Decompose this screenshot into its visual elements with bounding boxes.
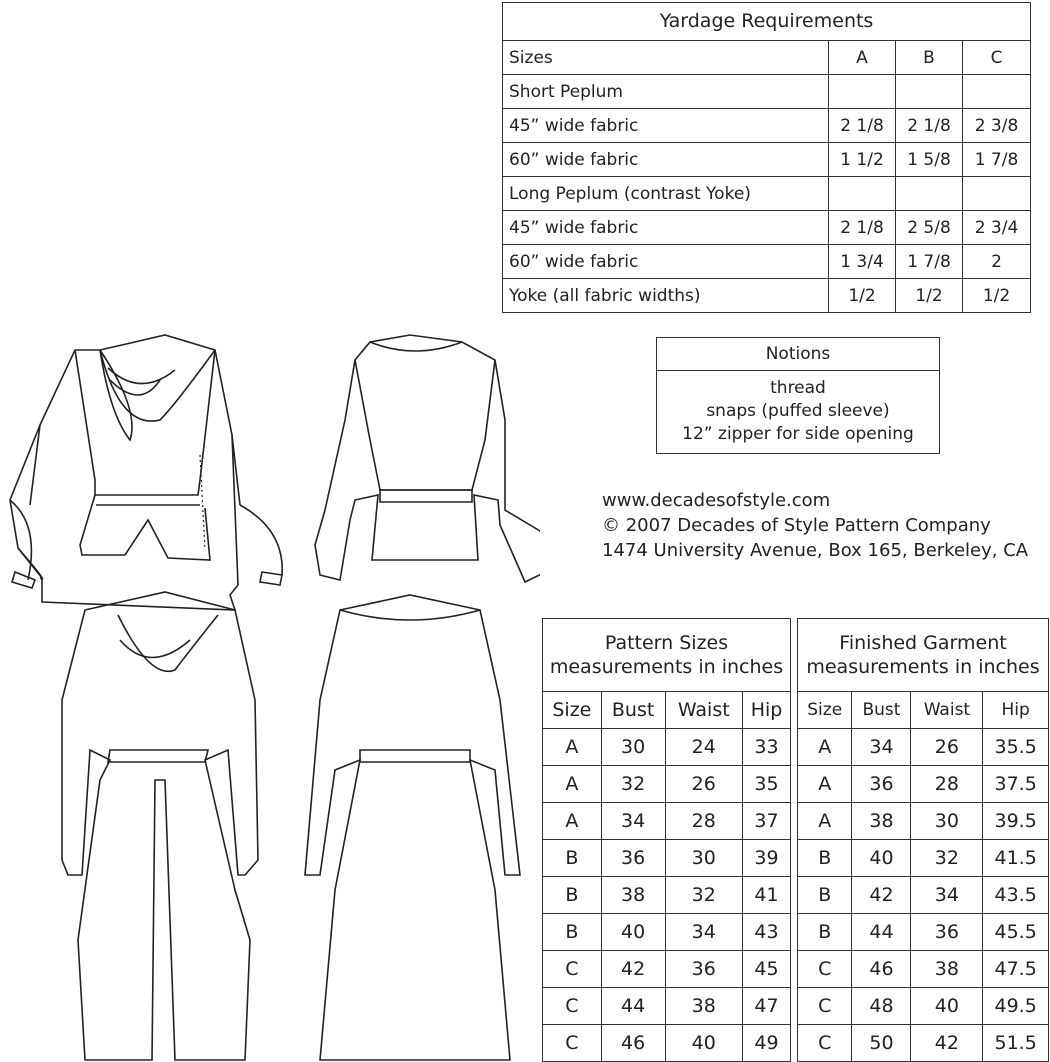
finished-garment-table	[797, 618, 1049, 1062]
finished-garment-cell: A	[798, 766, 852, 803]
publisher-address: 1474 University Avenue, Box 165, Berkeley, CA	[602, 540, 1029, 561]
pattern-sizes-cell: 34	[665, 914, 743, 951]
finished-garment-row	[798, 840, 1049, 877]
pattern-sizes-cell: C	[543, 1025, 602, 1062]
yardage-row	[503, 279, 1031, 313]
pattern-sizes-cell: A	[543, 766, 602, 803]
finished-garment-column-header: Size	[798, 692, 852, 729]
yardage-size-b: 2 1/8	[896, 109, 963, 143]
yardage-label: 60” wide fabric	[503, 245, 829, 279]
yardage-size-b: B	[896, 41, 963, 75]
yardage-size-c	[963, 177, 1031, 211]
finished-garment-cell: B	[798, 877, 852, 914]
pattern-sizes-cell: 38	[665, 988, 743, 1025]
notions-item: thread	[770, 378, 826, 398]
publisher-info	[602, 488, 1028, 563]
finished-garment-body	[798, 619, 1049, 1062]
yardage-size-b	[896, 177, 963, 211]
yardage-row	[503, 211, 1031, 245]
finished-garment-title-line2: measurements in inches	[806, 656, 1040, 678]
pattern-sizes-cell: B	[543, 877, 602, 914]
yardage-label: 60” wide fabric	[503, 143, 829, 177]
pattern-sizes-cell: 33	[743, 729, 791, 766]
garment-illustrations	[0, 330, 540, 1061]
pattern-sizes-cell: 37	[743, 803, 791, 840]
yardage-label: Short Peplum	[503, 75, 829, 109]
yardage-size-a	[829, 177, 896, 211]
yardage-size-c: C	[963, 41, 1031, 75]
pattern-sizes-cell: 40	[665, 1025, 743, 1062]
yardage-label: Long Peplum (contrast Yoke)	[503, 177, 829, 211]
finished-garment-column-header: Bust	[852, 692, 911, 729]
pattern-sizes-title-line2: measurements in inches	[549, 656, 784, 678]
yardage-row	[503, 41, 1031, 75]
yardage-row	[503, 245, 1031, 279]
pattern-sizes-cell: C	[543, 988, 602, 1025]
pattern-sizes-cell: 32	[601, 766, 665, 803]
finished-garment-cell: C	[798, 951, 852, 988]
pattern-sizes-cell: 36	[601, 840, 665, 877]
pattern-sizes-cell: 30	[601, 729, 665, 766]
finished-garment-cell: 32	[911, 840, 983, 877]
yardage-label: 45” wide fabric	[503, 211, 829, 245]
pattern-sizes-row	[543, 914, 791, 951]
yardage-size-a: 1 3/4	[829, 245, 896, 279]
pattern-sizes-cell: 24	[665, 729, 743, 766]
yardage-row	[503, 177, 1031, 211]
pattern-sizes-cell: 34	[601, 803, 665, 840]
pattern-sizes-column-headers	[543, 692, 791, 729]
yardage-size-a	[829, 75, 896, 109]
finished-garment-cell: 45.5	[983, 914, 1049, 951]
pattern-sizes-cell: 46	[601, 1025, 665, 1062]
yardage-label: Sizes	[503, 41, 829, 75]
yardage-size-b: 1/2	[896, 279, 963, 313]
finished-garment-title-line1: Finished Garment	[839, 632, 1007, 654]
pattern-sizes-cell: 41	[743, 877, 791, 914]
pattern-sizes-cell: 40	[601, 914, 665, 951]
yardage-size-b: 1 5/8	[896, 143, 963, 177]
finished-garment-cell: 43.5	[983, 877, 1049, 914]
blouse-front-illustration	[10, 335, 282, 610]
yardage-row	[503, 109, 1031, 143]
pattern-sizes-cell: A	[543, 729, 602, 766]
yardage-label: 45” wide fabric	[503, 109, 829, 143]
yardage-table	[502, 2, 1031, 313]
finished-garment-row	[798, 729, 1049, 766]
pattern-sizes-row	[543, 951, 791, 988]
pattern-sizes-column-header: Hip	[743, 692, 791, 729]
finished-garment-cell: 37.5	[983, 766, 1049, 803]
pattern-sizes-cell: 45	[743, 951, 791, 988]
yardage-size-b: 2 5/8	[896, 211, 963, 245]
yardage-row	[503, 75, 1031, 109]
yardage-size-c	[963, 75, 1031, 109]
finished-garment-row	[798, 914, 1049, 951]
yardage-size-a: 1/2	[829, 279, 896, 313]
finished-garment-cell: C	[798, 1025, 852, 1062]
finished-garment-cell: B	[798, 914, 852, 951]
pattern-sizes-cell: 28	[665, 803, 743, 840]
finished-garment-cell: 35.5	[983, 729, 1049, 766]
pattern-sizes-cell: 26	[665, 766, 743, 803]
finished-garment-cell: C	[798, 988, 852, 1025]
finished-garment-cell: 47.5	[983, 951, 1049, 988]
pattern-sizes-cell: B	[543, 914, 602, 951]
yardage-size-a: 1 1/2	[829, 143, 896, 177]
pattern-sizes-cell: 39	[743, 840, 791, 877]
notions-title: Notions	[657, 338, 939, 371]
finished-garment-cell: 28	[911, 766, 983, 803]
notions-item: snaps (puffed sleeve)	[706, 401, 890, 421]
finished-garment-cell: 40	[911, 988, 983, 1025]
pattern-sizes-cell: A	[543, 803, 602, 840]
finished-garment-row	[798, 803, 1049, 840]
pattern-sizes-row	[543, 840, 791, 877]
pattern-sizes-row	[543, 988, 791, 1025]
finished-garment-cell: A	[798, 729, 852, 766]
pattern-sizes-table	[542, 618, 791, 1062]
finished-garment-cell: 38	[852, 803, 911, 840]
yardage-title: Yardage Requirements	[502, 2, 1031, 40]
yardage-size-c: 1/2	[963, 279, 1031, 313]
dress-back-illustration	[305, 595, 520, 1060]
pattern-sizes-cell: 35	[743, 766, 791, 803]
finished-garment-cell: 51.5	[983, 1025, 1049, 1062]
pattern-sizes-cell: C	[543, 951, 602, 988]
blouse-back-illustration	[315, 335, 540, 582]
pattern-sizes-body	[543, 619, 791, 1062]
finished-garment-row	[798, 1025, 1049, 1062]
yardage-size-a: A	[829, 41, 896, 75]
finished-garment-row	[798, 877, 1049, 914]
pattern-sizes-cell: 42	[601, 951, 665, 988]
finished-garment-cell: 38	[911, 951, 983, 988]
notions-box	[656, 337, 940, 454]
dress-front-illustration	[62, 592, 258, 1060]
finished-garment-cell: 49.5	[983, 988, 1049, 1025]
yardage-size-c: 1 7/8	[963, 143, 1031, 177]
finished-garment-row	[798, 988, 1049, 1025]
pattern-sizes-title-line1: Pattern Sizes	[604, 632, 729, 654]
finished-garment-row	[798, 951, 1049, 988]
pattern-sizes-row	[543, 1025, 791, 1062]
finished-garment-title	[798, 619, 1049, 692]
pattern-sizes-row	[543, 766, 791, 803]
finished-garment-cell: 34	[852, 729, 911, 766]
yardage-size-c: 2 3/8	[963, 109, 1031, 143]
finished-garment-cell: 42	[911, 1025, 983, 1062]
finished-garment-cell: A	[798, 803, 852, 840]
finished-garment-cell: 48	[852, 988, 911, 1025]
yardage-row	[503, 143, 1031, 177]
finished-garment-cell: B	[798, 840, 852, 877]
notions-item: 12” zipper for side opening	[682, 424, 914, 444]
finished-garment-row	[798, 766, 1049, 803]
pattern-sizes-column-header: Waist	[665, 692, 743, 729]
publisher-url[interactable]: www.decadesofstyle.com	[602, 490, 831, 511]
pattern-sizes-cell: 36	[665, 951, 743, 988]
finished-garment-column-headers	[798, 692, 1049, 729]
yardage-size-b	[896, 75, 963, 109]
finished-garment-cell: 26	[911, 729, 983, 766]
pattern-sizes-title	[543, 619, 791, 692]
notions-list	[657, 371, 939, 446]
finished-garment-cell: 34	[911, 877, 983, 914]
finished-garment-cell: 39.5	[983, 803, 1049, 840]
pattern-sizes-cell: 49	[743, 1025, 791, 1062]
finished-garment-column-header: Waist	[911, 692, 983, 729]
finished-garment-cell: 42	[852, 877, 911, 914]
finished-garment-cell: 30	[911, 803, 983, 840]
finished-garment-cell: 46	[852, 951, 911, 988]
yardage-size-c: 2 3/4	[963, 211, 1031, 245]
pattern-sizes-cell: 43	[743, 914, 791, 951]
finished-garment-cell: 36	[911, 914, 983, 951]
yardage-size-c: 2	[963, 245, 1031, 279]
finished-garment-cell: 36	[852, 766, 911, 803]
pattern-sizes-row	[543, 877, 791, 914]
yardage-size-a: 2 1/8	[829, 211, 896, 245]
pattern-sizes-row	[543, 803, 791, 840]
pattern-sizes-cell: B	[543, 840, 602, 877]
finished-garment-cell: 44	[852, 914, 911, 951]
finished-garment-cell: 50	[852, 1025, 911, 1062]
yardage-label: Yoke (all fabric widths)	[503, 279, 829, 313]
pattern-sizes-cell: 38	[601, 877, 665, 914]
yardage-size-a: 2 1/8	[829, 109, 896, 143]
yardage-size-b: 1 7/8	[896, 245, 963, 279]
pattern-sizes-cell: 32	[665, 877, 743, 914]
pattern-sizes-column-header: Size	[543, 692, 602, 729]
yardage-body	[503, 41, 1031, 313]
pattern-sizes-cell: 47	[743, 988, 791, 1025]
pattern-sizes-row	[543, 729, 791, 766]
publisher-copyright: © 2007 Decades of Style Pattern Company	[602, 515, 991, 536]
pattern-sizes-cell: 30	[665, 840, 743, 877]
finished-garment-column-header: Hip	[983, 692, 1049, 729]
pattern-sizes-cell: 44	[601, 988, 665, 1025]
finished-garment-cell: 40	[852, 840, 911, 877]
pattern-sizes-column-header: Bust	[601, 692, 665, 729]
finished-garment-cell: 41.5	[983, 840, 1049, 877]
